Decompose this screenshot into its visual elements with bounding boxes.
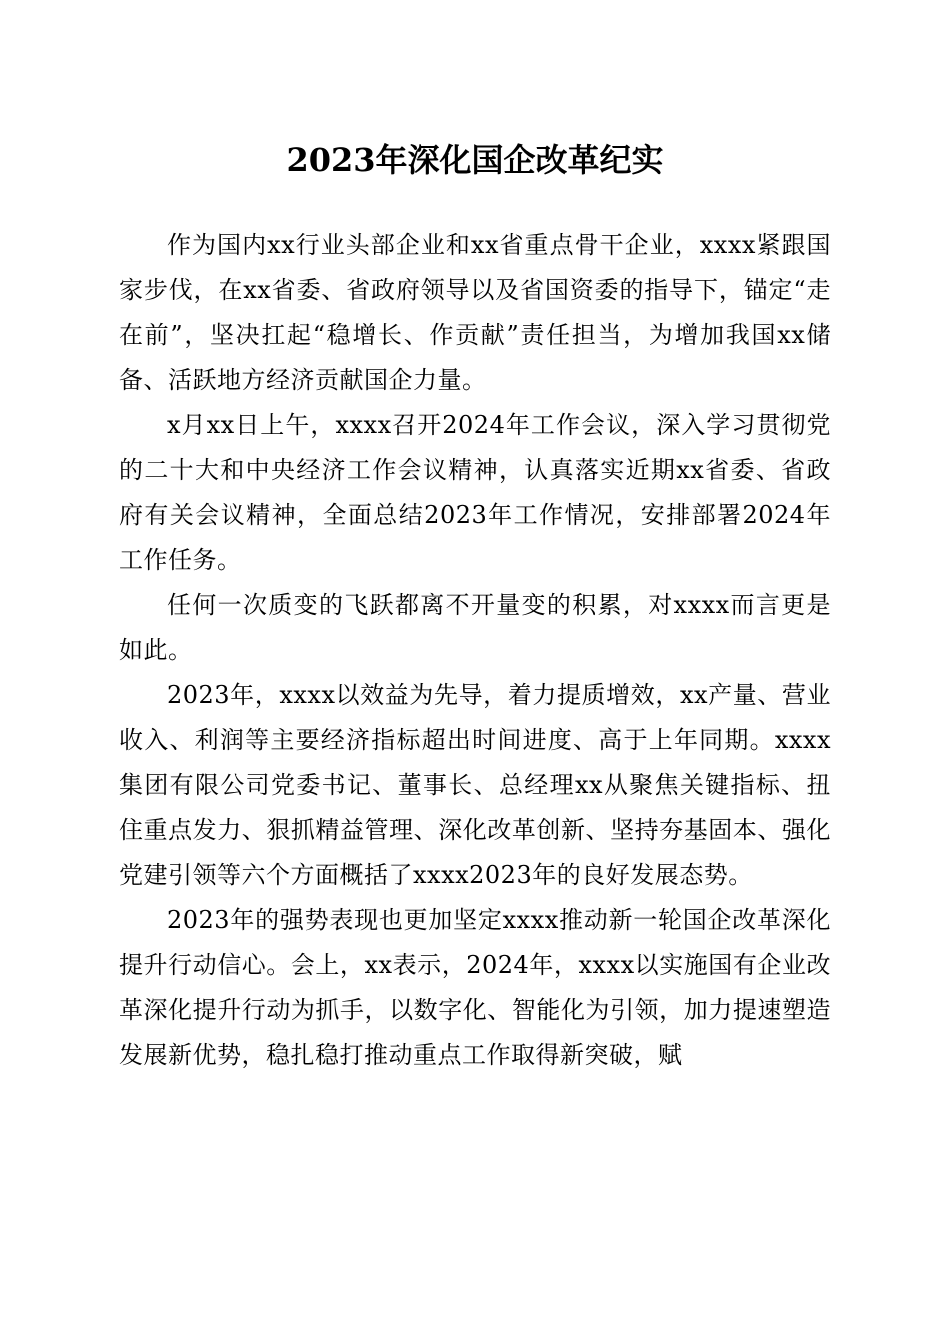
document-body: [119, 223, 831, 1078]
paragraph-1: 作为国内xx行业头部企业和xx省重点骨干企业，xxxx紧跟国家步伐，在xx省委、省政府领导以及省国资委的指导下，锚定“走在前”，坚决扛起“稳增长、作贡献”责任担当，为增加我国xx储备、活跃地方经济贡献国企力量。: [119, 231, 831, 394]
document-title: 2023年深化国企改革纪实: [286, 141, 664, 179]
paragraph-2: x月xx日上午，xxxx召开2024年工作会议，深入学习贯彻党的二十大和中央经济工作会议精神，认真落实近期xx省委、省政府有关会议精神，全面总结2023年工作情况，安排部署2024年工作任务。: [119, 411, 831, 574]
paragraph-4: 2023年，xxxx以效益为先导，着力提质增效，xx产量、营业收入、利润等主要经济指标超出时间进度、高于上年同期。xxxx集团有限公司党委书记、董事长、总经理xx从聚焦关键指标、扭住重点发力、狠抓精益管理、深化改革创新、坚持夯基固本、强化党建引领等六个方面概括了xxxx2023年的良好发展态势。: [119, 681, 831, 889]
paragraph-3: 任何一次质变的飞跃都离不开量变的积累，对xxxx而言更是如此。: [119, 591, 831, 664]
paragraph-5: 2023年的强势表现也更加坚定xxxx推动新一轮国企改革深化提升行动信心。会上，xx表示，2024年，xxxx以实施国有企业改革深化提升行动为抓手，以数字化、智能化为引领，加力提速塑造发展新优势，稳扎稳打推动重点工作取得新突破，赋: [119, 906, 831, 1069]
